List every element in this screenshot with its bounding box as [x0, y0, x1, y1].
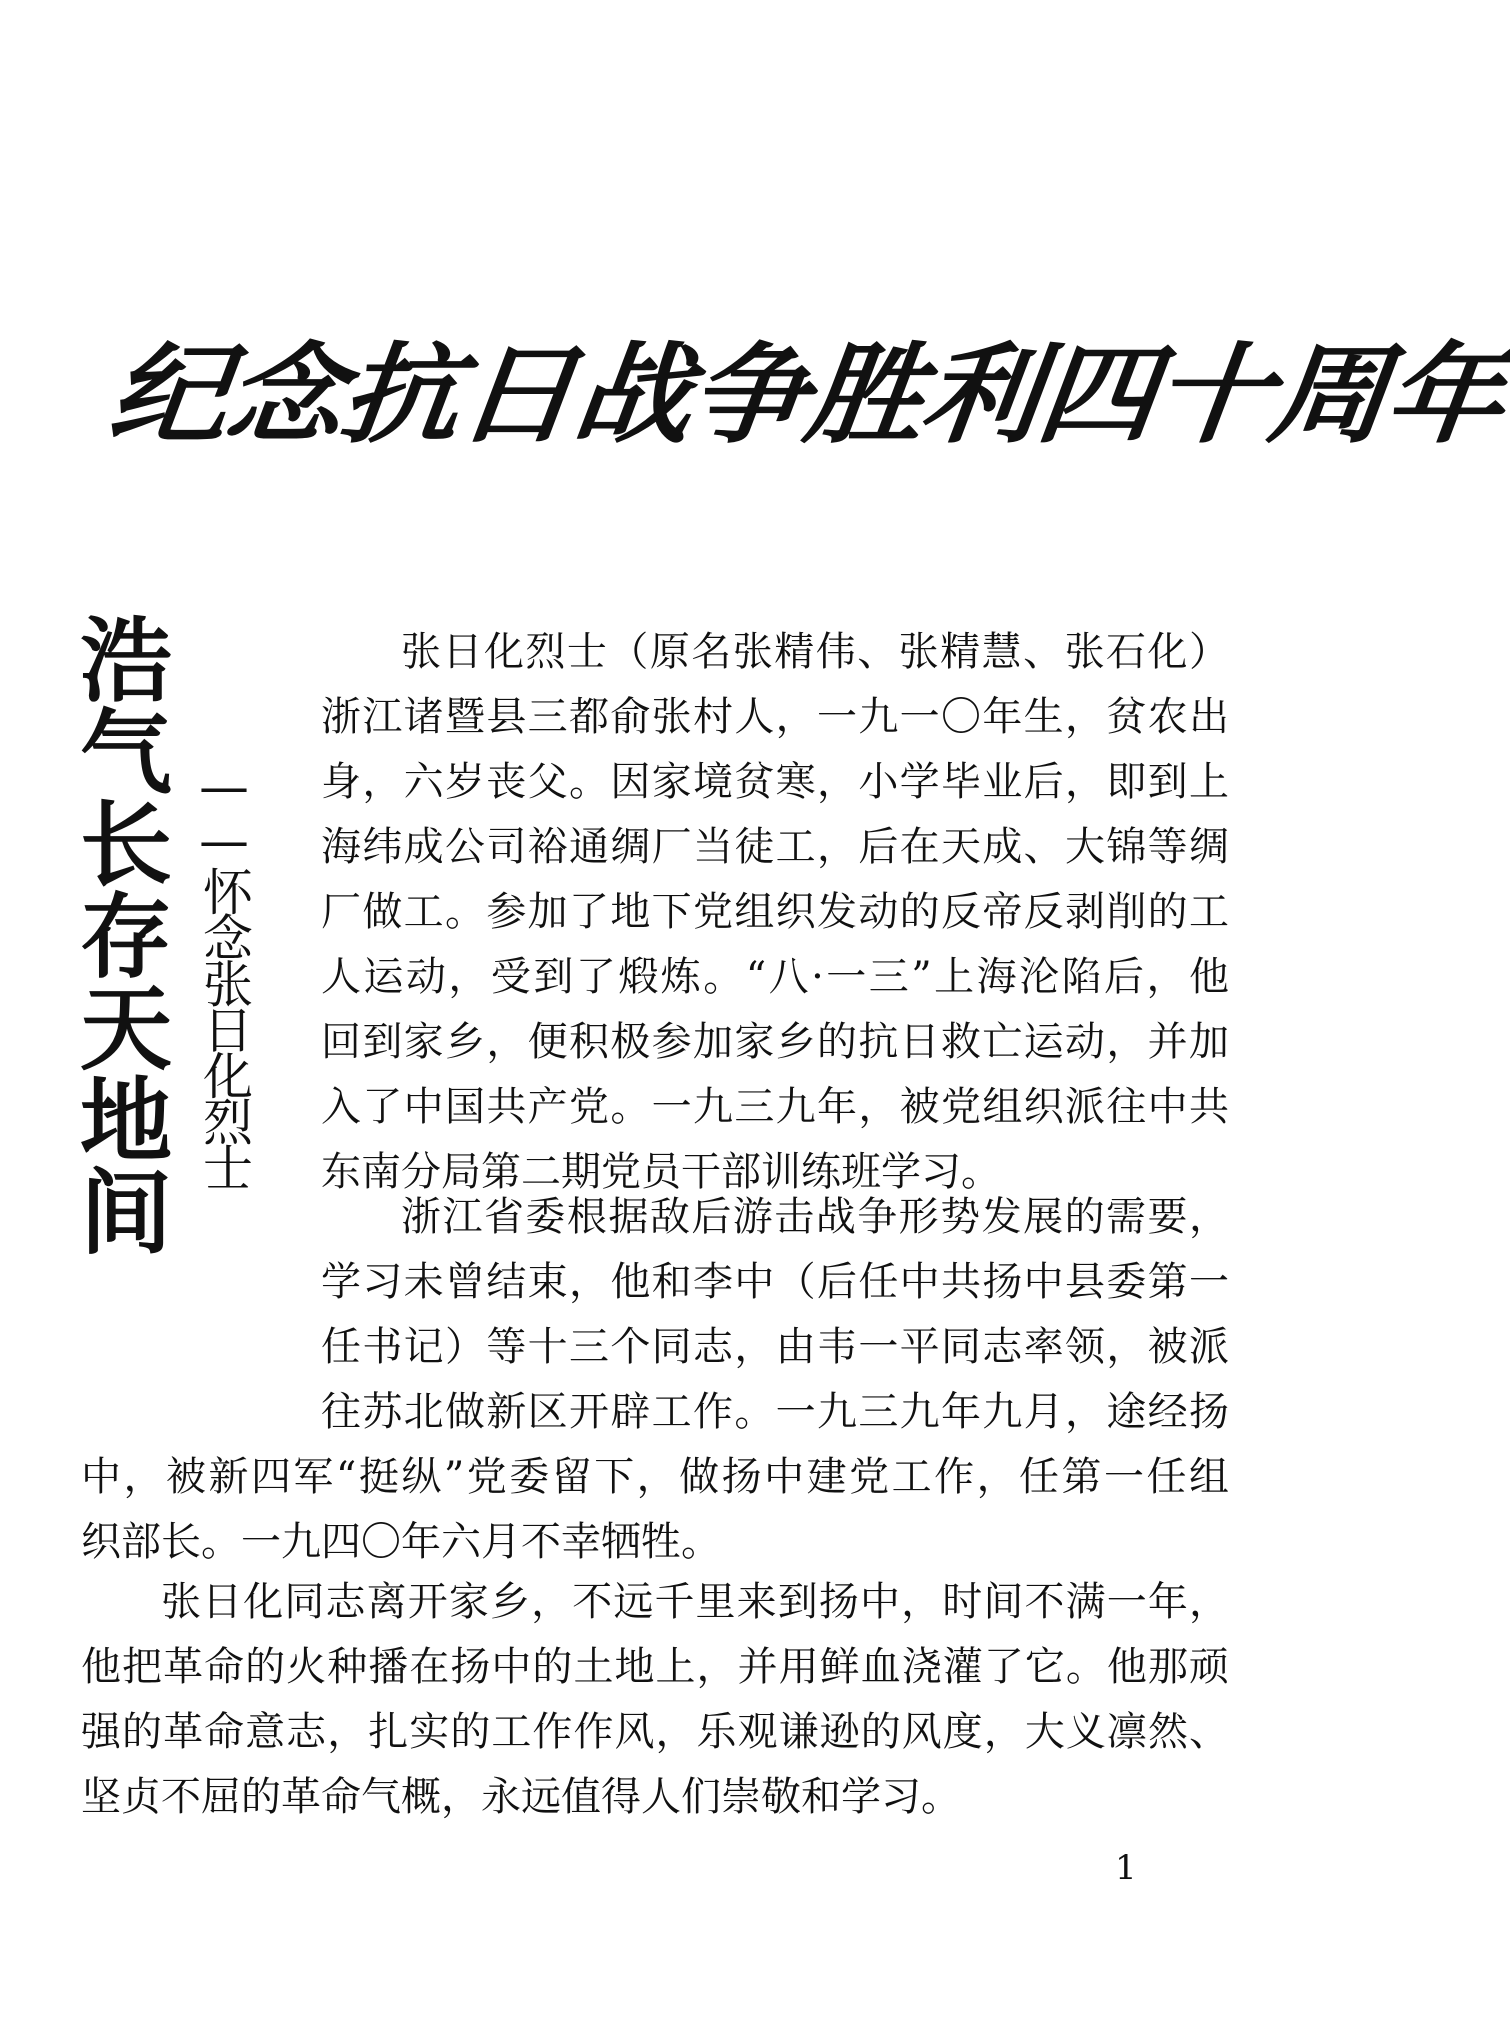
paragraph-line: 浙江诸暨县三都俞张村人，一九一〇年生，贫农出	[321, 694, 1229, 740]
commemoration-banner-title: 纪念抗日战争胜利四十周年	[103, 330, 1509, 459]
paragraph-line: 坚贞不屈的革命气概，永远值得人们崇敬和学习。	[81, 1774, 961, 1820]
paragraph-line: 浙江省委根据敌后游击战争形势发展的需要，	[401, 1194, 1229, 1240]
paragraph-line: 张日化同志离开家乡，不远千里来到扬中，时间不满一年，	[161, 1579, 1229, 1625]
paragraph-line: 学习未曾结束，他和李中（后任中共扬中县委第一	[321, 1259, 1229, 1305]
paragraph-line: 东南分局第二期党员干部训练班学习。	[321, 1149, 1001, 1195]
paragraph-line: 人运动，受到了煅炼。“八·一三”上海沦陷后，他	[321, 954, 1229, 1000]
paragraph-line: 海纬成公司裕通绸厂当徒工，后在天成、大锦等绸	[321, 824, 1229, 870]
paragraph-line: 入了中国共产党。一九三九年，被党组织派往中共	[321, 1084, 1229, 1130]
paragraph-line: 厂做工。参加了地下党组织发动的反帝反剥削的工	[321, 889, 1229, 935]
article-paragraph-2	[81, 1185, 1229, 1575]
paragraph-line: 织部长。一九四〇年六月不幸牺牲。	[81, 1519, 721, 1565]
paragraph-line: 中，被新四军“挺纵”党委留下，做扬中建党工作，任第一任组	[81, 1454, 1229, 1500]
article-subtitle: ——怀念张日化烈士	[195, 758, 253, 1188]
paragraph-line: 他把革命的火种播在扬中的土地上，并用鲜血浇灌了它。他那顽	[81, 1644, 1229, 1690]
paragraph-line: 往苏北做新区开辟工作。一九三九年九月，途经扬	[321, 1389, 1229, 1435]
article-paragraph-3	[81, 1570, 1229, 1830]
paragraph-line: 强的革命意志，扎实的工作作风，乐观谦逊的风度，大义凛然、	[81, 1709, 1229, 1755]
paragraph-line: 张日化烈士（原名张精伟、张精慧、张石化）	[401, 629, 1229, 675]
article-paragraph-1	[321, 620, 1229, 1205]
paragraph-line: 任书记）等十三个同志，由韦一平同志率领，被派	[321, 1324, 1229, 1370]
paragraph-line: 回到家乡，便积极参加家乡的抗日救亡运动，并加	[321, 1019, 1229, 1065]
paragraph-line: 身，六岁丧父。因家境贫寒，小学毕业后，即到上	[321, 759, 1229, 805]
article-title: 浩气长存天地间	[65, 612, 172, 1256]
page-number: 1	[1115, 1848, 1137, 1888]
